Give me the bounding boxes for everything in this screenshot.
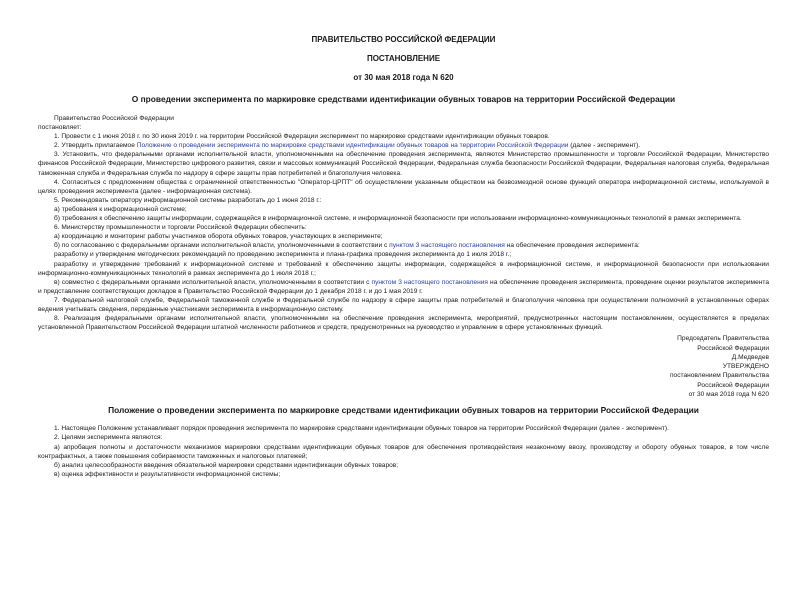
regulation-link[interactable]: Положение о проведении эксперимента по маркировке средствами идентификации обувных товаров на территории Российской Федерации bbox=[136, 142, 569, 150]
document-title: О проведении эксперимента по маркировке средствами идентификации обувных товаров на территории Российской Федерации bbox=[131, 94, 676, 104]
paragraph-6b-1: разработку и утверждение методических рекомендаций по проведению эксперимента и плана-графика проведения эксперимента до 1 июля 2018 г.; bbox=[54, 251, 512, 259]
paragraph-5b: б) требования к обеспечению защиты информации, содержащейся в информационной системе, и информационной безопасности при использовании информационно-коммуникационных технологий в рамках эксперимента. bbox=[54, 215, 742, 223]
clause-3-link[interactable]: пунктом 3 настоящего постановления bbox=[371, 278, 488, 286]
paragraph-6c: в) совместно с федеральными органами исполнительной власти, уполномоченными в соответствии с пунктом 3 настоящего постановления на обеспечение проведения эксперимента, проведение оценки результатов эксперимента и представление соответствующих докладов в Правительство Российской Федерации до 1 декабря 2018 г. и до 1 мая 2019 г. bbox=[38, 278, 770, 295]
clause-3-link[interactable]: пунктом 3 настоящего постановления bbox=[389, 242, 505, 250]
document-body bbox=[38, 114, 769, 332]
approval-line: Российской Федерации bbox=[697, 381, 769, 389]
approval-date: от 30 мая 2018 года N 620 bbox=[688, 391, 769, 399]
section-paragraph-2: 2. Целями эксперимента являются: bbox=[54, 434, 163, 442]
paragraph-1: 1. Провести с 1 июня 2018 г. по 30 июня 2019 г. на территории Российской Федерации эксперимент по маркировке средствами идентификации обувных товаров. bbox=[54, 133, 550, 141]
section-paragraph-1: 1. Настоящее Положение устанавливает порядок проведения эксперимента по маркировке средствами идентификации обувных товаров на территории Российской Федерации (далее - эксперимент). bbox=[54, 425, 669, 433]
paragraph-5a: а) требования к информационной системе; bbox=[54, 205, 187, 213]
intro-line: Правительство Российской Федерации bbox=[54, 115, 174, 122]
paragraph-4: 4. Согласиться с предложением общества с ограниченной ответственностью "Оператор-ЦРПТ" об осуществлении указанным обществом на безвозмездной основе функций оператора информационной системы, используемой в целях проведения эксперимента (далее - информационная система). bbox=[38, 178, 769, 195]
date-number-heading: от 30 мая 2018 года N 620 bbox=[353, 73, 454, 82]
paragraph-7: 7. Федеральной налоговой службе, Федеральной таможенной службе и Федеральной службе по надзору в сфере защиты прав потребителей и благополучия человека при осуществлении полномочий в установленных сферах ведения учитывать сведения, переданные участниками эксперимента в информационную систему. bbox=[38, 296, 769, 313]
signature-name: Д.Медведев bbox=[731, 353, 769, 361]
paragraph-3: 3. Установить, что федеральными органами исполнительной власти, уполномоченными на обеспечение проведения эксперимента, являются Министерство промышленности и торговли Российской Федерации, Министерство финансов Российской Федерации, Министерство цифрового развития, связи и массовых коммуникаций Российской Федерации, Федеральная служба безопасности Российской Федерации, Федеральная налоговая служба, Федеральная таможенная служба и Федеральная служба по надзору в сфере защиты прав потребителей и благополучия человека. bbox=[38, 151, 769, 177]
section-paragraph-2a: а) апробация полноты и достаточности механизмов маркировки средствами идентификации обувных товаров для обеспечения противодействия незаконному ввозу, производству и обороту обувных товаров, в том числе контрафактных, а также повышения собираемости таможенных и налоговых платежей; bbox=[38, 443, 769, 460]
paragraph-5: 5. Рекомендовать оператору информационной системы разработать до 1 июня 2018 г.: bbox=[54, 196, 322, 204]
intro-line: постановляет: bbox=[38, 124, 82, 132]
doc-type-heading: ПОСТАНОВЛЕНИЕ bbox=[366, 54, 441, 63]
document-page bbox=[0, 35, 807, 606]
paragraph-2: 2. Утвердить прилагаемое Положение о проведении эксперимента по маркировке средствами идентификации обувных товаров на территории Российской Федерации (далее - эксперимент). bbox=[54, 142, 641, 150]
paragraph-6b-2: разработку и утверждение требований к информационной системе и требований к обеспечению защиты информации, содержащейся в информационной системе, и информационной безопасности при использовании информационно-коммуникационных технологий в рамках эксперимента до 1 июля 2018 г.; bbox=[38, 260, 769, 277]
paragraph-6: 6. Министерству промышленности и торговли Российской Федерации обеспечить: bbox=[54, 224, 307, 232]
signature-line: Председатель Правительства bbox=[677, 335, 769, 343]
section-title: Положение о проведении эксперимента по маркировке средствами идентификации обувных товаров на территории Российской Федерации bbox=[108, 405, 699, 416]
section-paragraph-2c: в) оценка эффективности и результативности информационной системы; bbox=[54, 470, 281, 478]
section-body bbox=[38, 424, 769, 479]
signature-line: Российской Федерации bbox=[697, 344, 769, 352]
org-heading: ПРАВИТЕЛЬСТВО РОССИЙСКОЙ ФЕДЕРАЦИИ bbox=[311, 35, 496, 44]
approval-stamp: УТВЕРЖДЕНО bbox=[722, 363, 769, 371]
paragraph-6a: а) координацию и мониторинг работы участников оборота обувных товаров, участвующих в эксперименте; bbox=[54, 233, 383, 241]
signature-block bbox=[38, 334, 769, 399]
paragraph-8: 8. Реализация федеральными органами исполнительной власти, уполномоченными на обеспечение проведения эксперимента, мероприятий, предусмотренных настоящим постановлением, осуществляется в пределах установленной Правительством Российской Федерации штатной численности работников и средств, предусмотренных на руководство и управление в сфере установленных функций. bbox=[38, 315, 769, 332]
section-paragraph-2b: б) анализ целесообразности введения обязательной маркировки средствами идентификации обувных товаров; bbox=[54, 461, 399, 469]
paragraph-6b: б) по согласованию с федеральными органами исполнительной власти, уполномоченными в соответствии с пунктом 3 настоящего постановления на обеспечение проведения эксперимента: bbox=[54, 242, 640, 250]
approval-line: постановлением Правительства bbox=[669, 372, 769, 380]
